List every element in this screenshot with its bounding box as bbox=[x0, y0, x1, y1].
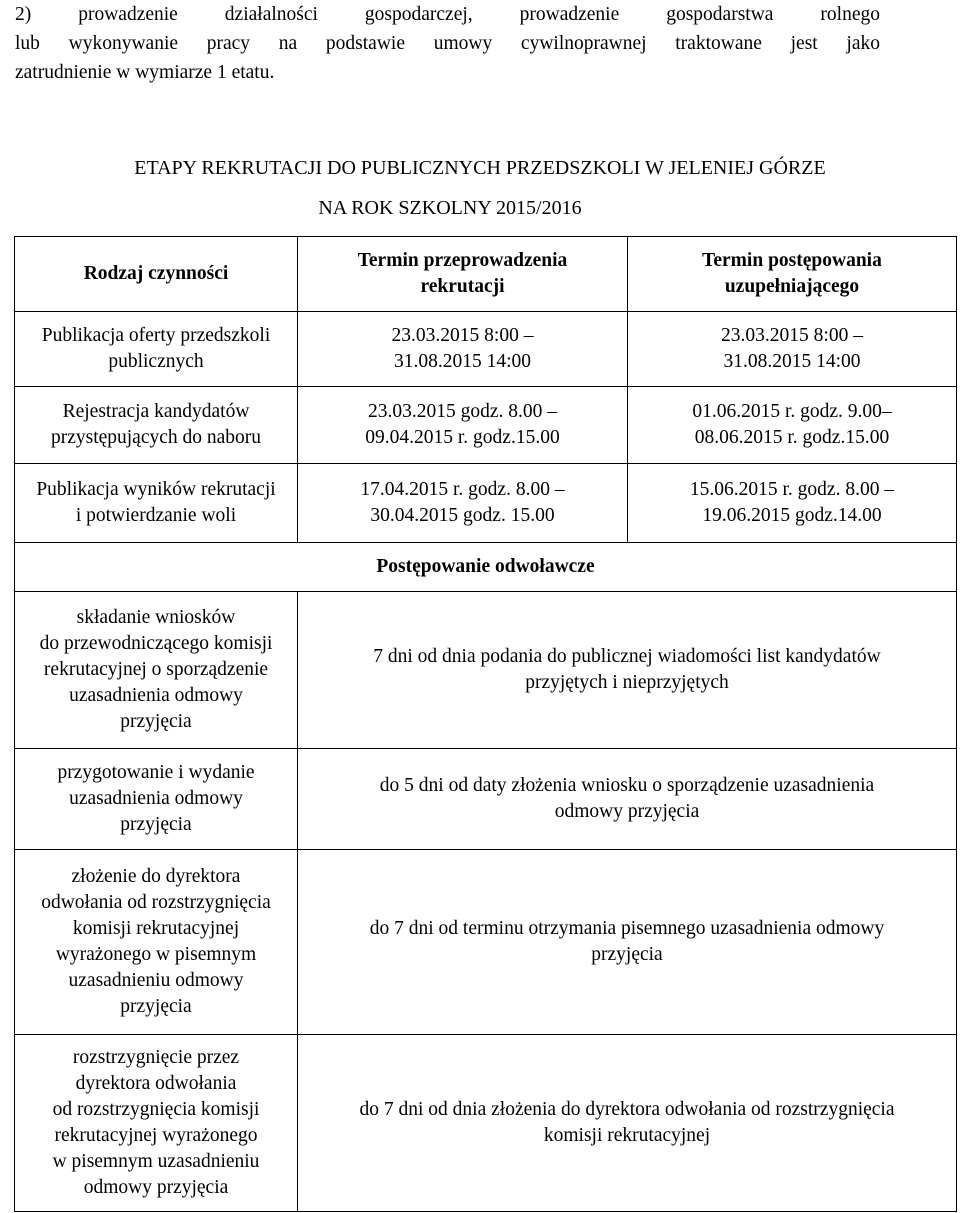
appeal-action-cell: rozstrzygnięcie przez dyrektora odwołania od rozstrzygnięcia komisji rekrutacyjnej wyrażonego w pisemnym uzasadnieniu odmowy przyjęcia bbox=[15, 1035, 298, 1212]
appeal-action-cell: przygotowanie i wydanie uzasadnienia odmowy przyjęcia bbox=[15, 749, 298, 850]
appeal-row bbox=[15, 749, 957, 850]
activity-cell: Publikacja wyników rekrutacji i potwierdzanie woli bbox=[15, 464, 298, 543]
recruitment-schedule-table bbox=[14, 236, 957, 1212]
header-cell-activity: Rodzaj czynności bbox=[15, 237, 298, 312]
appeal-action-cell: składanie wniosków do przewodniczącego komisji rekrutacyjnej o sporządzenie uzasadnienia odmowy przyjęcia bbox=[15, 592, 298, 749]
appeal-row bbox=[15, 1035, 957, 1212]
appeal-deadline-cell: 7 dni od dnia podania do publicznej wiadomości list kandydatów przyjętych i nieprzyjętych bbox=[298, 592, 957, 749]
appeal-action-cell: złożenie do dyrektora odwołania od rozstrzygnięcia komisji rekrutacyjnej wyrażonego w pisemnym uzasadnieniu odmowy przyjęcia bbox=[15, 850, 298, 1035]
recruitment-term-cell: 17.04.2015 r. godz. 8.00 – 30.04.2015 godz. 15.00 bbox=[298, 464, 628, 543]
table-header-row bbox=[15, 237, 957, 312]
section-header-row bbox=[15, 543, 957, 592]
appeal-deadline-cell: do 7 dni od dnia złożenia do dyrektora odwołania od rozstrzygnięcia komisji rekrutacyjnej bbox=[298, 1035, 957, 1212]
supplementary-term-cell: 01.06.2015 r. godz. 9.00– 08.06.2015 r. godz.15.00 bbox=[628, 387, 957, 464]
table-row bbox=[15, 312, 957, 387]
appeal-row bbox=[15, 592, 957, 749]
appeal-deadline-cell: do 7 dni od terminu otrzymania pisemnego uzasadnienia odmowy przyjęcia bbox=[298, 850, 957, 1035]
activity-cell: Publikacja oferty przedszkoli publicznych bbox=[15, 312, 298, 387]
document-title: ETAPY REKRUTACJI DO PUBLICZNYCH PRZEDSZKOLI W JELENIEJ GÓRZE bbox=[134, 157, 826, 179]
header-cell-recruitment-term: Termin przeprowadzenia rekrutacji bbox=[298, 237, 628, 312]
supplementary-term-cell: 23.03.2015 8:00 – 31.08.2015 14:00 bbox=[628, 312, 957, 387]
recruitment-term-cell: 23.03.2015 godz. 8.00 – 09.04.2015 r. godz.15.00 bbox=[298, 387, 628, 464]
recruitment-term-cell: 23.03.2015 8:00 – 31.08.2015 14:00 bbox=[298, 312, 628, 387]
intro-line: zatrudnienie w wymiarze 1 etatu. bbox=[15, 62, 275, 83]
intro-paragraph bbox=[15, 0, 880, 87]
intro-line: lub wykonywanie pracy na podstawie umowy cywilnoprawnej traktowane jest jako bbox=[15, 33, 880, 54]
supplementary-term-cell: 15.06.2015 r. godz. 8.00 – 19.06.2015 godz.14.00 bbox=[628, 464, 957, 543]
intro-line: 2) prowadzenie działalności gospodarczej, prowadzenie gospodarstwa rolnego bbox=[15, 4, 880, 25]
table-row bbox=[15, 387, 957, 464]
activity-cell: Rejestracja kandydatów przystępujących do naboru bbox=[15, 387, 298, 464]
appeal-row bbox=[15, 850, 957, 1035]
header-cell-supplementary-term: Termin postępowania uzupełniającego bbox=[628, 237, 957, 312]
table-row bbox=[15, 464, 957, 543]
appeal-section-title: Postępowanie odwoławcze bbox=[15, 543, 957, 592]
appeal-deadline-cell: do 5 dni od daty złożenia wniosku o sporządzenie uzasadnienia odmowy przyjęcia bbox=[298, 749, 957, 850]
document-subtitle: NA ROK SZKOLNY 2015/2016 bbox=[318, 197, 582, 219]
